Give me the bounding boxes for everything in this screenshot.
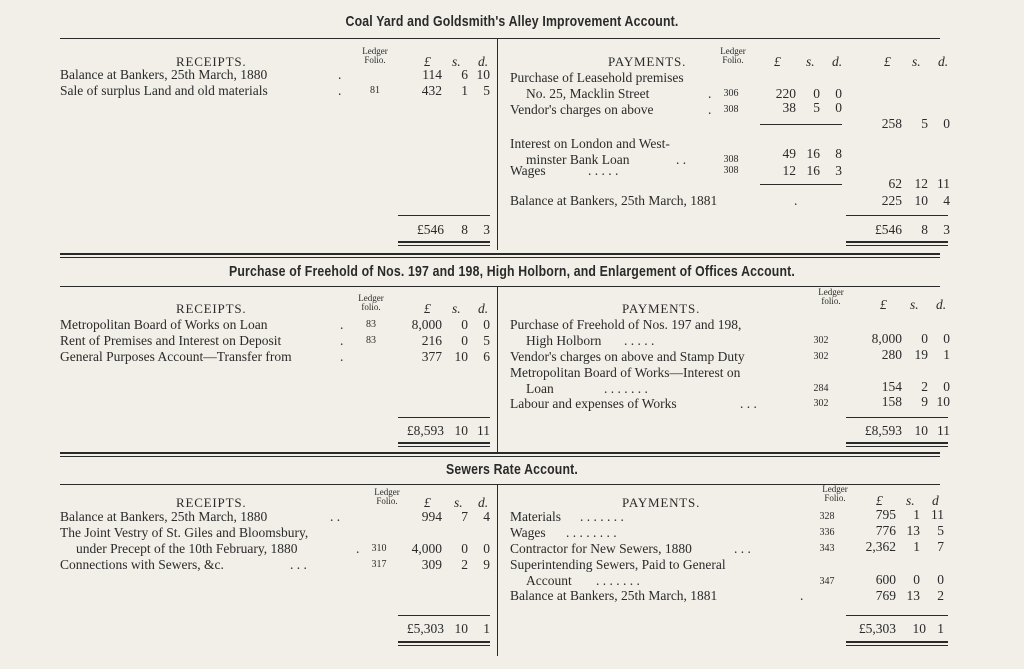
receipts-total-rule — [398, 215, 490, 216]
receipt-shillings: 10 — [454, 349, 468, 364]
receipt-row-dot: . — [338, 83, 342, 98]
payments-total-shillings: 10 — [912, 621, 926, 636]
payment-pounds: 154 — [881, 379, 902, 394]
payment-pence: 3 — [835, 163, 842, 178]
payment-folio: 336 — [819, 527, 835, 538]
receipt-folio: 317 — [371, 559, 387, 570]
payment-pounds: 8,000 — [871, 331, 902, 346]
payment-shillings: 9 — [921, 394, 928, 409]
payment-pounds: 600 — [875, 572, 896, 587]
payment-row-dot: . — [708, 102, 712, 117]
payment-shillings: 19 — [914, 347, 928, 362]
ledger-folio-heading: Ledger Folio. — [822, 484, 848, 503]
payments-total-double-rule — [846, 241, 948, 243]
payment-shillings: 1 — [913, 539, 920, 554]
subtotal-shillings: 5 — [921, 116, 928, 131]
subtotal-pence: 0 — [943, 116, 950, 131]
ledger-folio-heading: Ledger folio. — [818, 287, 844, 306]
receipt-row-dot: . — [340, 349, 344, 364]
receipts-total-shillings: 10 — [454, 621, 468, 636]
receipts-heading: RECEIPTS. — [176, 495, 247, 510]
payment-row-dot: . — [708, 86, 712, 101]
payments-total-double-rule — [846, 442, 948, 444]
payment-shillings: 0 — [813, 86, 820, 101]
payment-row-text: High Holborn — [526, 333, 602, 348]
payment-row-text: Purchase of Freehold of Nos. 197 and 198, — [510, 317, 742, 332]
section3-center-divider — [497, 484, 498, 656]
receipt-pence: 10 — [476, 67, 490, 82]
receipt-pence: 4 — [483, 509, 490, 524]
payment-pence: 1 — [943, 347, 950, 362]
pence-heading: d — [932, 493, 939, 508]
receipt-pence: 9 — [483, 557, 490, 572]
payment-row-dots: . . . . . — [588, 163, 619, 178]
shillings-heading: s. — [454, 495, 463, 510]
payment-row-text: Metropolitan Board of Works—Interest on — [510, 365, 741, 380]
payment-row-text: Account — [526, 573, 572, 588]
receipt-shillings: 6 — [461, 67, 468, 82]
payment-pounds: 225 — [881, 193, 902, 208]
ledger-folio-heading: Ledger Folio. — [720, 46, 746, 65]
receipt-pounds: 216 — [421, 333, 442, 348]
payment-shillings: 0 — [913, 572, 920, 587]
payment-pence: 2 — [937, 588, 944, 603]
receipts-total-shillings: 8 — [461, 222, 468, 237]
receipt-folio: 81 — [370, 85, 380, 96]
receipt-pence: 5 — [483, 333, 490, 348]
section1-top-rule — [60, 38, 940, 39]
payment-row-dots: . . — [676, 152, 687, 167]
payment-row-text: minster Bank Loan — [526, 152, 630, 167]
payments-total-double-rule — [846, 245, 948, 246]
receipt-row-text: Balance at Bankers, 25th March, 1880 — [60, 67, 268, 82]
payment-row-dots: . . . . . . . — [596, 573, 640, 588]
payment-folio: 302 — [813, 351, 829, 362]
section-separator — [60, 452, 940, 454]
payments-heading: PAYMENTS. — [608, 54, 687, 69]
payment-folio: 308 — [723, 154, 739, 165]
receipts-total-shillings: 10 — [454, 423, 468, 438]
payment-row-text: Loan — [526, 381, 554, 396]
payment-row-text: Balance at Bankers, 25th March, 1881 — [510, 588, 718, 603]
section3-title: Sewers Rate Account. — [445, 461, 579, 478]
receipts-total-pounds: £8,593 — [406, 423, 444, 438]
payment-pence: 0 — [937, 572, 944, 587]
receipts-heading: RECEIPTS. — [176, 301, 247, 316]
receipt-pence: 6 — [483, 349, 490, 364]
receipt-folio: 310 — [371, 543, 387, 554]
pence-heading: d. — [936, 297, 947, 312]
payments-total-rule — [846, 615, 948, 616]
receipts-total-pence: 3 — [483, 222, 490, 237]
receipts-total-double-rule — [398, 645, 490, 646]
receipts-heading: RECEIPTS. — [176, 54, 247, 69]
receipts-total-pounds: £546 — [417, 222, 444, 237]
payment-pence: 11 — [931, 507, 944, 522]
subtotal-pence: 11 — [937, 176, 950, 191]
receipt-row-text: Rent of Premises and Interest on Deposit — [60, 333, 282, 348]
payment-row-text: Superintending Sewers, Paid to General — [510, 557, 726, 572]
payment-row-text: Materials — [510, 509, 561, 524]
payments-heading: PAYMENTS. — [622, 301, 701, 316]
section2-center-divider — [497, 286, 498, 454]
payment-pence: 7 — [937, 539, 944, 554]
section3-top-rule — [60, 484, 940, 485]
pounds-heading: £ — [424, 495, 431, 510]
payment-folio: 284 — [813, 383, 829, 394]
receipts-total-double-rule — [398, 245, 490, 246]
receipts-total-pence: 1 — [483, 621, 490, 636]
receipt-row-text: Metropolitan Board of Works on Loan — [60, 317, 268, 332]
payment-row-dots: . . . . . . . — [604, 381, 648, 396]
payments-total-rule — [846, 215, 948, 216]
receipt-row-text: General Purposes Account—Transfer from — [60, 349, 292, 364]
payment-pence: 0 — [835, 86, 842, 101]
payment-row-text: Contractor for New Sewers, 1880 — [510, 541, 692, 556]
payment-pounds: 12 — [782, 163, 796, 178]
subtotal-shillings: 12 — [914, 176, 928, 191]
receipt-row-dot: . — [340, 333, 344, 348]
payment-shillings: 13 — [906, 523, 920, 538]
section-separator — [60, 253, 940, 255]
payment-shillings: 13 — [906, 588, 920, 603]
payment-shillings: 0 — [921, 331, 928, 346]
shillings-heading: s. — [912, 54, 921, 69]
pounds-heading: £ — [774, 54, 781, 69]
pence-heading: d. — [938, 54, 949, 69]
receipt-pence: 0 — [483, 541, 490, 556]
payment-pence: 4 — [943, 193, 950, 208]
receipt-row-text: The Joint Vestry of St. Giles and Bloomsbury, — [60, 525, 309, 540]
payment-shillings: 1 — [913, 507, 920, 522]
payments-heading: PAYMENTS. — [622, 495, 701, 510]
payment-pounds: 38 — [782, 100, 796, 115]
receipts-total-double-rule — [398, 442, 490, 444]
payment-pounds: 49 — [782, 146, 796, 161]
subtotal-pounds: 62 — [888, 176, 902, 191]
ledger-folio-heading: Ledger folio. — [358, 293, 384, 312]
ledger-folio-heading: Ledger Folio. — [374, 487, 400, 506]
receipt-pence: 0 — [483, 317, 490, 332]
receipt-folio: 83 — [366, 335, 376, 346]
receipt-row-text: Balance at Bankers, 25th March, 1880 — [60, 509, 268, 524]
subtotal-pounds: 258 — [881, 116, 902, 131]
receipt-row-dots: . . . — [290, 557, 307, 572]
payment-pence: 0 — [835, 100, 842, 115]
payments-total-shillings: 8 — [921, 222, 928, 237]
payment-pounds: 795 — [875, 507, 896, 522]
payment-folio: 328 — [819, 511, 835, 522]
payment-row-text: Interest on London and West- — [510, 136, 670, 151]
section2-top-rule — [60, 286, 940, 287]
payment-row-text: Labour and expenses of Works — [510, 396, 677, 411]
receipts-total-double-rule — [398, 241, 490, 243]
receipt-folio: 83 — [366, 319, 376, 330]
payment-shillings: 16 — [806, 163, 820, 178]
receipts-total-double-rule — [398, 641, 490, 643]
shillings-heading: s. — [806, 54, 815, 69]
receipt-shillings: 0 — [461, 333, 468, 348]
receipt-row-dot: . — [338, 67, 342, 82]
receipt-pounds: 309 — [421, 557, 442, 572]
payment-row-dots: . . . . . . . . — [566, 525, 617, 540]
receipts-total-pounds: £5,303 — [406, 621, 444, 636]
payments-total-pence: 3 — [943, 222, 950, 237]
payments-total-pence: 1 — [937, 621, 944, 636]
receipt-pounds: 432 — [421, 83, 442, 98]
payment-shillings: 16 — [806, 146, 820, 161]
shillings-heading: s. — [452, 54, 461, 69]
shillings-heading: s. — [452, 301, 461, 316]
receipt-pounds: 4,000 — [411, 541, 442, 556]
payment-row-text: No. 25, Macklin Street — [526, 86, 650, 101]
payment-folio: 347 — [819, 576, 835, 587]
pence-heading: d. — [478, 54, 489, 69]
receipt-row-dot: . — [356, 541, 360, 556]
payment-row-dots: . . . . . — [624, 333, 655, 348]
ledger-folio-heading: Ledger Folio. — [362, 46, 388, 65]
payments-total-double-rule — [846, 446, 948, 447]
payment-pounds: 280 — [881, 347, 902, 362]
payment-pence: 8 — [835, 146, 842, 161]
receipt-pounds: 114 — [422, 67, 442, 82]
pounds-heading: £ — [880, 297, 887, 312]
pence-heading: d. — [478, 301, 489, 316]
payment-folio: 308 — [723, 165, 739, 176]
payment-row-dot: . — [794, 193, 798, 208]
receipt-row-text: Connections with Sewers, &c. — [60, 557, 224, 572]
receipt-shillings: 0 — [461, 541, 468, 556]
section1-center-divider — [497, 38, 498, 250]
receipt-pounds: 8,000 — [411, 317, 442, 332]
payment-row-dots: . . . — [740, 396, 757, 411]
payment-folio: 302 — [813, 335, 829, 346]
payment-row-text: Balance at Bankers, 25th March, 1881 — [510, 193, 718, 208]
section2-title: Purchase of Freehold of Nos. 197 and 198, High Holborn, and Enlargement of Offices Account. — [228, 263, 796, 280]
payment-pence: 10 — [936, 394, 950, 409]
payment-row-dot: . — [800, 588, 804, 603]
receipts-total-pence: 11 — [477, 423, 490, 438]
payment-row-text: Vendor's charges on above and Stamp Duty — [510, 349, 745, 364]
shillings-heading: s. — [906, 493, 915, 508]
payment-pounds: 220 — [775, 86, 796, 101]
payment-row-text: Wages — [510, 163, 546, 178]
payment-row-dots: . . . — [734, 541, 751, 556]
receipt-row-text: Sale of surplus Land and old materials — [60, 83, 268, 98]
payment-row-dots: . . . . . . . — [580, 509, 624, 524]
receipt-pounds: 377 — [421, 349, 442, 364]
receipt-shillings: 1 — [461, 83, 468, 98]
receipt-shillings: 7 — [461, 509, 468, 524]
payment-folio: 302 — [813, 398, 829, 409]
payment-folio: 343 — [819, 543, 835, 554]
payment-pence: 0 — [943, 331, 950, 346]
section-separator — [60, 456, 940, 457]
payment-folio: 306 — [723, 88, 739, 99]
payment-pounds: 776 — [875, 523, 896, 538]
pounds-heading: £ — [424, 301, 431, 316]
receipts-total-rule — [398, 417, 490, 418]
subtotal-rule — [760, 184, 842, 185]
payment-row-text: Purchase of Leasehold premises — [510, 70, 684, 85]
payments-total-pounds: £8,593 — [864, 423, 902, 438]
payments-total-pounds: £5,303 — [858, 621, 896, 636]
payment-folio: 308 — [723, 104, 739, 115]
pence-heading: d. — [832, 54, 843, 69]
payment-pounds: 158 — [881, 394, 902, 409]
payments-total-rule — [846, 417, 948, 418]
payment-shillings: 5 — [813, 100, 820, 115]
receipt-pence: 5 — [483, 83, 490, 98]
section1-title: Coal Yard and Goldsmith's Alley Improvement Account. — [345, 13, 679, 30]
payment-pence: 5 — [937, 523, 944, 538]
pounds-heading: £ — [424, 54, 431, 69]
payment-shillings: 10 — [914, 193, 928, 208]
payments-total-pence: 11 — [937, 423, 950, 438]
pounds-heading: £ — [884, 54, 891, 69]
shillings-heading: s. — [910, 297, 919, 312]
payments-total-double-rule — [846, 641, 948, 643]
pounds-heading: £ — [876, 493, 883, 508]
receipt-shillings: 2 — [461, 557, 468, 572]
payments-total-pounds: £546 — [875, 222, 902, 237]
receipt-row-dots: . . — [330, 509, 341, 524]
payment-pounds: 769 — [875, 588, 896, 603]
receipt-row-dot: . — [340, 317, 344, 332]
payment-shillings: 2 — [921, 379, 928, 394]
payment-pounds: 2,362 — [865, 539, 896, 554]
payment-row-text: Wages — [510, 525, 546, 540]
section-separator — [60, 257, 940, 258]
receipt-row-text: under Precept of the 10th February, 1880 — [76, 541, 298, 556]
pence-heading: d. — [478, 495, 489, 510]
receipt-pounds: 994 — [421, 509, 442, 524]
receipt-shillings: 0 — [461, 317, 468, 332]
payments-total-double-rule — [846, 645, 948, 646]
subtotal-rule — [760, 124, 842, 125]
receipts-total-double-rule — [398, 446, 490, 447]
payment-pence: 0 — [943, 379, 950, 394]
payments-total-shillings: 10 — [914, 423, 928, 438]
payment-row-text: Vendor's charges on above — [510, 102, 654, 117]
receipts-total-rule — [398, 615, 490, 616]
